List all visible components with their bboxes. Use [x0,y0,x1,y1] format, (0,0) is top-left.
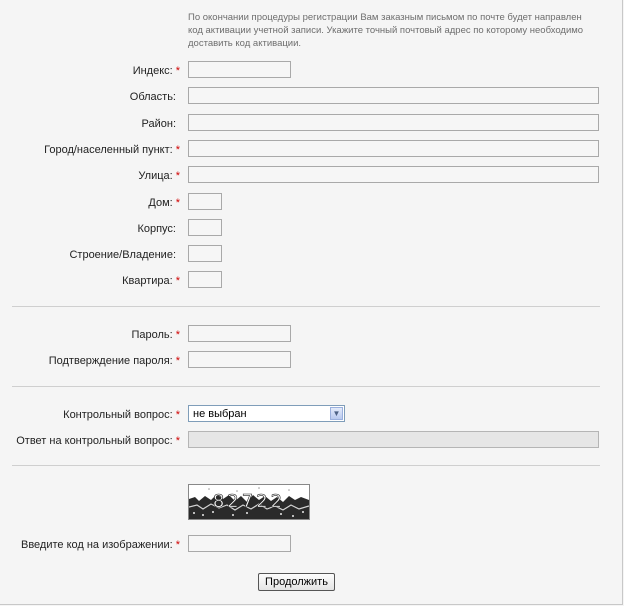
section-divider [12,465,600,466]
district-label: Район: [141,118,176,130]
password-confirm-label: Подтверждение пароля: * [48,355,180,367]
row-captcha-input [0,535,624,555]
required-mark: * [175,539,180,551]
row-district [0,114,624,134]
row-password [0,325,624,345]
building-label: Корпус: [137,223,176,235]
security-question-value: не выбран [193,408,247,420]
security-answer-input[interactable] [188,431,599,448]
security-answer-label: Ответ на контрольный вопрос: * [16,435,180,447]
apartment-label: Квартира: * [122,275,180,287]
row-security-question [0,405,624,425]
street-input[interactable] [188,166,599,183]
required-mark: * [175,409,180,421]
row-index [0,61,624,81]
region-label: Область: [129,91,176,103]
row-password-confirm [0,351,624,371]
structure-input[interactable] [188,245,222,262]
captcha-input-label: Введите код на изображении: * [20,539,180,551]
activation-info-text: По окончании процедуры регистрации Вам заказным письмом по почте будет направлен код активации учетной записи. Укажите точный почтовый адрес по которому необходимо доставить код активации. [188,12,584,49]
required-mark: * [175,435,180,447]
structure-label: Строение/Владение: [69,249,176,261]
row-apartment [0,271,624,291]
password-label: Пароль: * [131,329,180,341]
required-mark: * [175,355,180,367]
row-structure [0,245,624,265]
password-confirm-input[interactable] [188,351,291,368]
required-mark: * [175,144,180,156]
row-region [0,87,624,107]
captcha-image [188,484,310,520]
required-mark: * [175,197,180,209]
captcha-input[interactable] [188,535,291,552]
row-house [0,193,624,213]
required-mark: * [175,329,180,341]
required-mark: * [175,275,180,287]
captcha-noise [189,485,309,519]
row-city [0,140,624,160]
district-input[interactable] [188,114,599,131]
row-building [0,219,624,239]
row-security-answer [0,431,624,451]
section-divider [12,386,600,387]
index-input[interactable] [188,61,291,78]
house-input[interactable] [188,193,222,210]
section-divider [12,306,600,307]
chevron-down-icon[interactable]: ▼ [330,407,343,420]
security-question-select[interactable] [188,405,345,422]
row-street [0,166,624,186]
continue-button[interactable]: Продолжить [258,573,335,591]
street-label: Улица: * [138,170,180,182]
required-mark: * [175,65,180,77]
captcha-code: 82722 [212,491,286,512]
region-input[interactable] [188,87,599,104]
building-input[interactable] [188,219,222,236]
security-question-label: Контрольный вопрос: * [63,409,180,421]
city-label: Город/населенный пункт: * [44,144,180,156]
password-input[interactable] [188,325,291,342]
index-label: Индекс: * [132,65,180,77]
required-mark: * [175,170,180,182]
house-label: Дом: * [148,197,180,209]
city-input[interactable] [188,140,599,157]
apartment-input[interactable] [188,271,222,288]
